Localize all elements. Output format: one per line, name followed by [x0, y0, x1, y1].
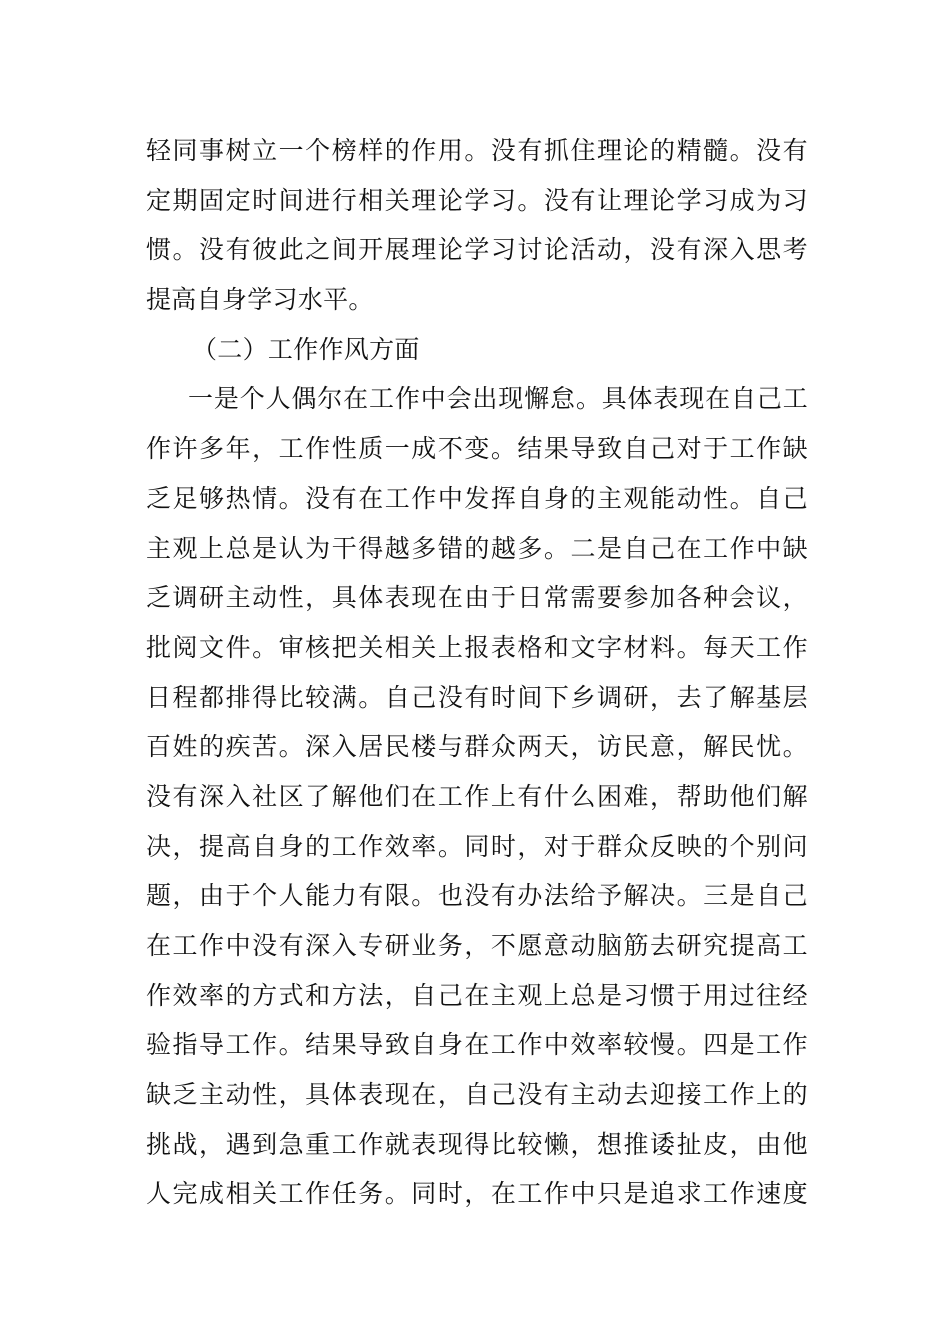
text-line: 乏足够热情。没有在工作中发挥自身的主观能动性。自己 [146, 483, 808, 513]
text-line: 一是个人偶尔在工作中会出现懈怠。具体表现在自己工 [188, 384, 808, 414]
text-line: 作效率的方式和方法，自己在主观上总是习惯于用过往经 [146, 980, 808, 1010]
body-text [146, 126, 808, 1219]
text-line: 提高自身学习水平。 [146, 285, 374, 315]
text-line: 惯。没有彼此之间开展理论学习讨论活动，没有深入思考 [146, 235, 808, 265]
text-line: 决，提高自身的工作效率。同时，对于群众反映的个别问 [146, 831, 808, 861]
text-line: 人完成相关工作任务。同时，在工作中只是追求工作速度 [146, 1179, 808, 1209]
text-line: 缺乏主动性，具体表现在，自己没有主动去迎接工作上的 [146, 1080, 808, 1110]
text-line: 乏调研主动性，具体表现在由于日常需要参加各种会议， [146, 583, 808, 613]
text-line: 日程都排得比较满。自己没有时间下乡调研，去了解基层 [146, 682, 808, 712]
text-line: 没有深入社区了解他们在工作上有什么困难，帮助他们解 [146, 781, 808, 811]
text-line: 主观上总是认为干得越多错的越多。二是自己在工作中缺 [146, 533, 808, 563]
text-line: 验指导工作。结果导致自身在工作中效率较慢。四是工作 [146, 1030, 808, 1060]
text-line: 百姓的疾苦。深入居民楼与群众两天，访民意，解民忧。 [146, 732, 808, 762]
section-heading: （二）工作作风方面 [192, 334, 420, 364]
text-line: 批阅文件。审核把关相关上报表格和文字材料。每天工作 [146, 632, 808, 662]
text-line: 定期固定时间进行相关理论学习。没有让理论学习成为习 [146, 185, 808, 215]
text-line: 轻同事树立一个榜样的作用。没有抓住理论的精髓。没有 [146, 136, 808, 165]
text-line: 挑战，遇到急重工作就表现得比较懒，想推诿扯皮，由他 [146, 1129, 808, 1159]
text-line: 题，由于个人能力有限。也没有办法给予解决。三是自己 [146, 881, 808, 911]
text-line: 作许多年，工作性质一成不变。结果导致自己对于工作缺 [146, 434, 808, 464]
text-line: 在工作中没有深入专研业务，不愿意动脑筋去研究提高工 [146, 931, 808, 960]
